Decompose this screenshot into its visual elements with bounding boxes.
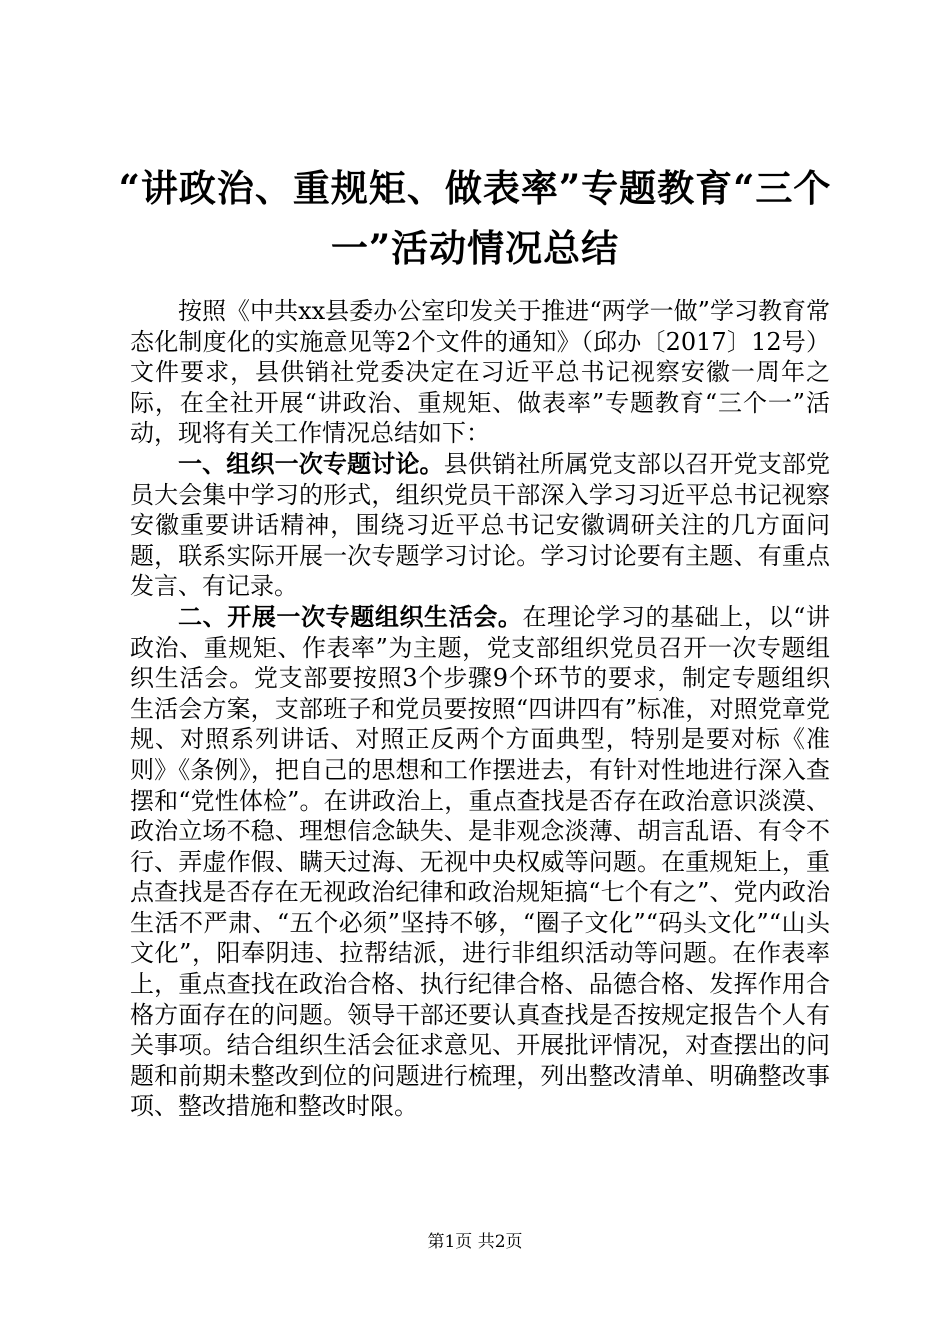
section-text: 县供销社所属党支部以召开党支部党员大会集中学习的形式，组织党员干部深入学习习近平总书记视察安徽重要讲话精神，围绕习近平总书记安徽调研关注的几方面问题，联系实际开展一次专题学习讨论。学习讨论要有主题、有重点发言、有记录。 (130, 449, 831, 601)
section-heading: 二、开展一次专题组织生活会。 (178, 601, 523, 631)
section-heading: 一、组织一次专题讨论。 (178, 448, 444, 478)
page-number-footer: 第1页 共2页 (427, 1232, 523, 1252)
intro-paragraph: 按照《中共xx县委办公室印发关于推进“两学一做”学习教育常态化制度化的实施意见等2个文件的通知》（邱办〔2017〕12号）文件要求，县供销社党委决定在习近平总书记视察安徽一周年之际，在全社开展“讲政治、重规矩、做表率”专题教育“三个一”活动，现将有关工作情况总结如下： (130, 297, 830, 448)
section-text: 在理论学习的基础上，以“讲政治、重规矩、作表率”为主题，党支部组织党员召开一次专题组织生活会。党支部要按照3个步骤9个环节的要求，制定专题组织生活会方案，支部班子和党员要按照“四讲四有”标准，对照党章党规、对照系列讲话、对照正反两个方面典型，特别是要对标《准则》《条例》，把自己的思想和工作摆进去，有针对性地进行深入查摆和“党性体检”。在讲政治上，重点查找是否存在政治意识淡漠、政治立场不稳、理想信念缺失、是非观念淡薄、胡言乱语、有令不行、弄虚作假、瞒天过海、无视中央权威等问题。在重规矩上，重点查找是否存在无视政治纪律和政治规矩搞“七个有之”、党内政治生活不严肃、“五个必须”坚持不够，“圈子文化”“码头文化”“山头文化”，阳奉阴违、拉帮结派，进行非组织活动等问题。在作表率上，重点查找在政治合格、执行纪律合格、品德合格、发挥作用合格方面存在的问题。领导干部还要认真查找是否按规定报告个人有关事项。结合组织生活会征求意见、开展批评情况，对查摆出的问题和前期未整改到位的问题进行梳理，列出整改清单、明确整改事项、整改措施和整改时限。 (130, 602, 830, 1121)
document-body (130, 296, 830, 1122)
section-paragraph (130, 449, 830, 602)
section-paragraph (130, 602, 830, 1122)
document-title: “讲政治、重规矩、做表率”专题教育“三个一”活动情况总结 (118, 166, 832, 270)
